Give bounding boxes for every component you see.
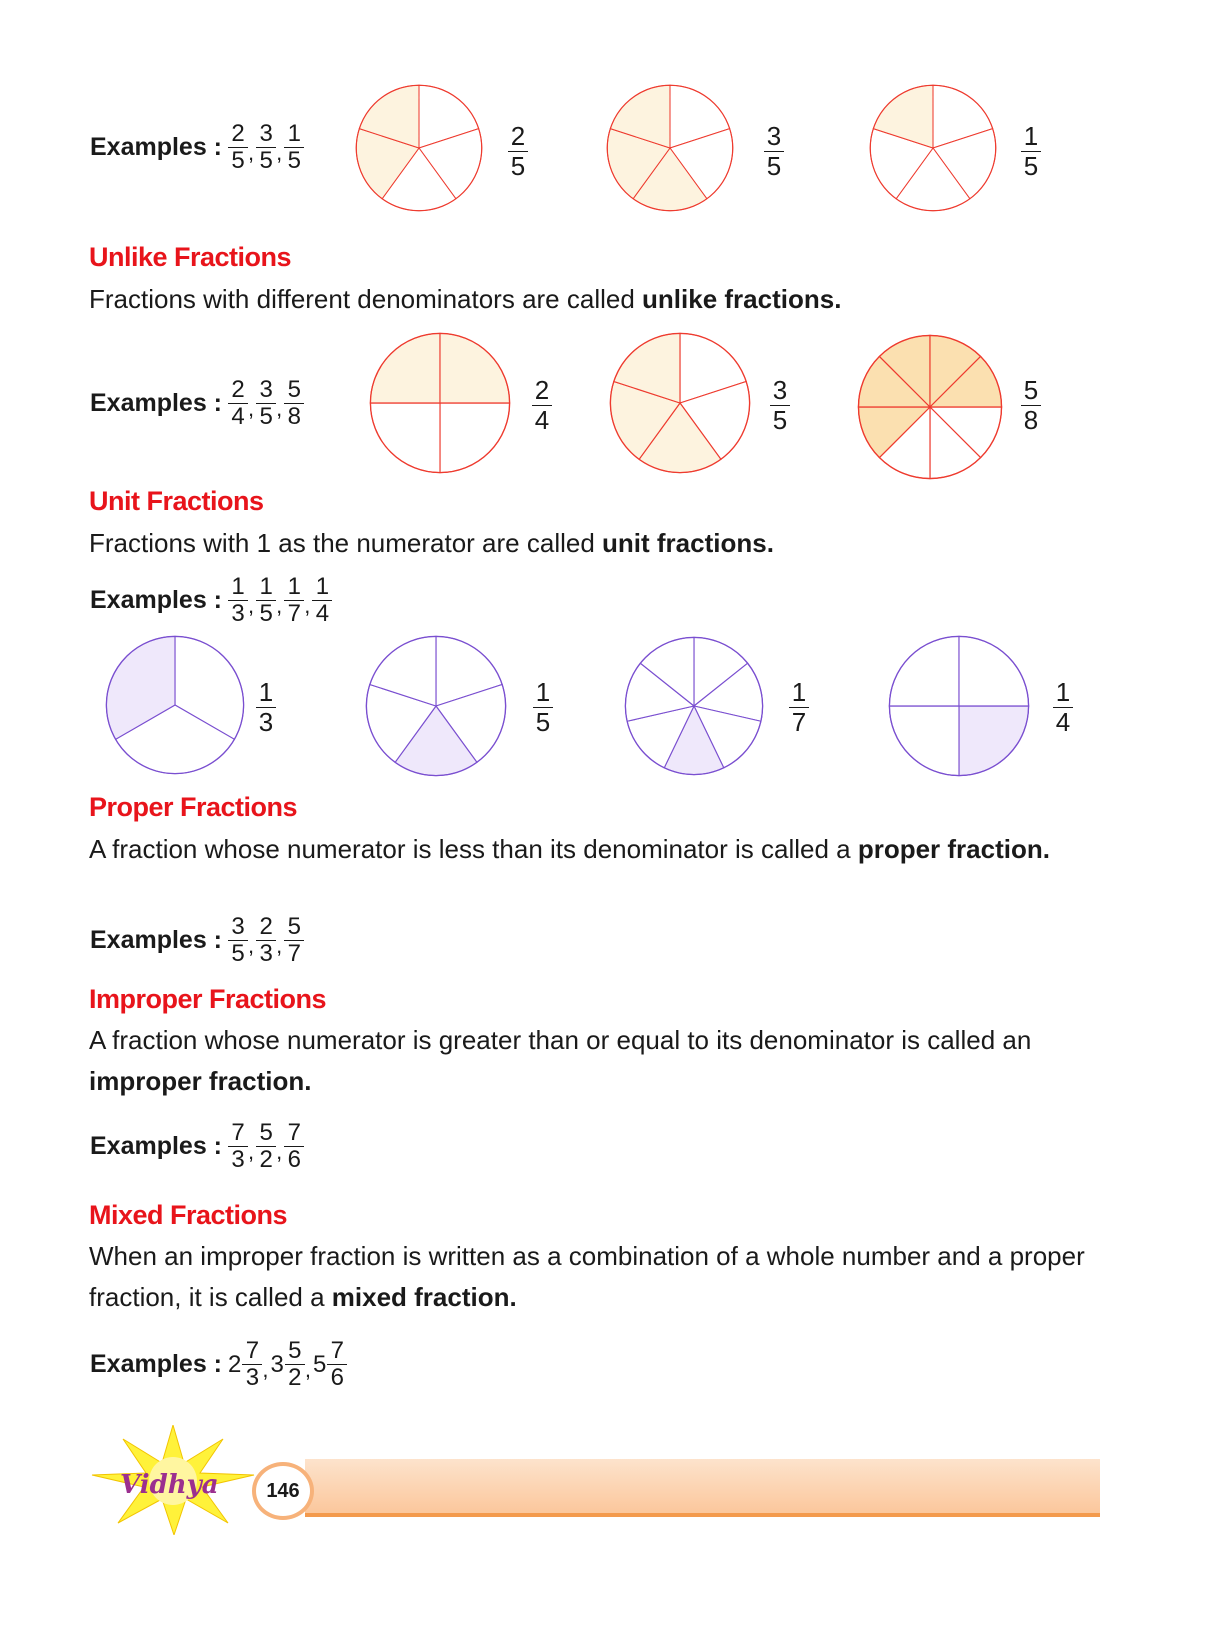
shaded-sector: [440, 333, 510, 403]
fraction-circle: [606, 84, 734, 212]
proper-text: A fraction whose numerator is less than its denominator is called a: [89, 834, 858, 864]
fraction: [327, 1338, 347, 1391]
unlike-term: unlike fractions.: [642, 284, 842, 314]
examples-label: Examples :: [90, 926, 223, 954]
denominator: 4: [1055, 707, 1071, 737]
fraction: [312, 574, 332, 627]
denominator: 3: [245, 1364, 260, 1391]
mixed-term: mixed fraction.: [331, 1282, 517, 1312]
examples-label: Examples :: [90, 133, 223, 161]
denominator: 5: [510, 151, 526, 181]
page-number: 146: [252, 1462, 314, 1520]
fraction: [228, 914, 248, 967]
proper-examples: [90, 914, 304, 967]
sector: [959, 636, 1029, 706]
numerator: 3: [772, 375, 788, 405]
numerator: 1: [231, 573, 245, 600]
denominator: 8: [1023, 405, 1039, 435]
circle-fraction-label: [770, 376, 790, 435]
denominator: 4: [315, 600, 330, 627]
circle-fraction-label: [508, 122, 528, 181]
comma: ,: [276, 592, 283, 618]
denominator: 7: [287, 940, 301, 967]
numerator: 2: [510, 121, 526, 151]
numerator: 2: [259, 913, 273, 940]
proper-term: proper fraction.: [857, 834, 1050, 864]
denominator: 6: [330, 1364, 345, 1391]
denominator: 5: [259, 403, 273, 430]
comma: ,: [276, 395, 283, 421]
numerator: 7: [330, 1337, 345, 1364]
improper-text: A fraction whose numerator is greater than or equal to its denominator is called an: [89, 1025, 1032, 1055]
examples-label: Examples :: [90, 389, 223, 417]
fraction-circle: [869, 84, 997, 212]
comma: ,: [248, 592, 255, 618]
numerator: 7: [245, 1337, 260, 1364]
numerator: 1: [259, 573, 273, 600]
unit-definition: [89, 523, 1089, 564]
mixed-text: When an improper fraction is written as a combination of a whole number and a proper fraction, it is called a: [89, 1241, 1085, 1312]
circle-fraction-label: [1053, 678, 1073, 737]
fraction-list: [228, 914, 304, 967]
denominator: 3: [258, 707, 274, 737]
comma: ,: [262, 1356, 269, 1382]
brand-logo: Vidhya: [120, 1470, 219, 1500]
numerator: 1: [535, 677, 551, 707]
fraction-list: [228, 1338, 347, 1391]
numerator: 5: [287, 913, 301, 940]
improper-term: improper fraction.: [89, 1066, 312, 1096]
numerator: 3: [259, 376, 273, 403]
denominator: 4: [231, 403, 245, 430]
fraction: [256, 1120, 276, 1173]
fraction: [256, 121, 276, 174]
examples-label: Examples :: [90, 586, 223, 614]
numerator: 1: [315, 573, 330, 600]
unit-heading: Unit Fractions: [89, 486, 264, 516]
denominator: 3: [259, 940, 273, 967]
numerator: 7: [231, 1119, 245, 1146]
unit-examples: [90, 574, 332, 627]
circle-fraction-label: [764, 122, 784, 181]
like-examples: [90, 121, 304, 174]
whole-number: 3: [270, 1350, 284, 1378]
numerator: 5: [1023, 375, 1039, 405]
fraction-list: [228, 121, 304, 174]
numerator: 2: [231, 376, 245, 403]
fraction-circle: [888, 635, 1030, 777]
sector: [889, 706, 959, 776]
comma: ,: [276, 932, 283, 958]
mixed-definition: [89, 1236, 1089, 1318]
fraction: [284, 914, 304, 967]
denominator: 2: [259, 1146, 273, 1173]
fraction: [256, 377, 276, 430]
numerator: 2: [534, 375, 550, 405]
fraction-circle: [365, 635, 507, 777]
fraction: [228, 121, 248, 174]
denominator: 5: [259, 600, 273, 627]
comma: ,: [276, 139, 283, 165]
denominator: 5: [259, 147, 273, 174]
mixed-examples: [90, 1338, 347, 1391]
fraction-circle: [369, 332, 511, 474]
unlike-definition: [89, 279, 1089, 320]
numerator: 3: [231, 913, 245, 940]
unit-text: Fractions with 1 as the numerator are called: [89, 528, 603, 558]
numerator: 1: [287, 120, 301, 147]
denominator: 2: [288, 1364, 302, 1391]
fraction-list: [228, 1120, 304, 1173]
numerator: 7: [287, 1119, 301, 1146]
circle-fraction-label: [256, 678, 276, 737]
numerator: 1: [791, 677, 807, 707]
whole-number: 5: [312, 1350, 327, 1378]
mixed-heading: Mixed Fractions: [89, 1200, 288, 1230]
fraction-circle: [105, 635, 245, 775]
denominator: 5: [1023, 151, 1039, 181]
comma: ,: [248, 139, 255, 165]
fraction-circle: [624, 636, 764, 776]
denominator: 7: [791, 707, 807, 737]
fraction: [284, 121, 304, 174]
numerator: 2: [231, 120, 245, 147]
numerator: 3: [259, 120, 273, 147]
unlike-examples: [90, 377, 304, 430]
numerator: 5: [287, 376, 301, 403]
examples-label: Examples :: [90, 1350, 223, 1378]
sector: [889, 636, 959, 706]
comma: ,: [276, 1138, 283, 1164]
fraction: [228, 377, 248, 430]
fraction: [256, 914, 276, 967]
comma: ,: [248, 932, 255, 958]
shaded-sector: [370, 333, 440, 403]
improper-definition: [89, 1020, 1089, 1102]
numerator: 1: [258, 677, 274, 707]
denominator: 5: [231, 147, 245, 174]
denominator: 5: [772, 405, 788, 435]
numerator: 1: [1055, 677, 1071, 707]
numerator: 5: [259, 1119, 273, 1146]
denominator: 5: [535, 707, 551, 737]
circle-fraction-label: [1021, 376, 1041, 435]
numerator: 3: [766, 121, 782, 151]
fraction: [284, 574, 304, 627]
numerator: 1: [1023, 121, 1039, 151]
proper-heading: Proper Fractions: [89, 792, 298, 822]
whole-number: 2: [228, 1350, 242, 1378]
fraction-list: [228, 377, 304, 430]
fraction-list: [228, 574, 332, 627]
denominator: 4: [534, 405, 550, 435]
shaded-sector: [959, 706, 1029, 776]
fraction: [228, 1120, 248, 1173]
fraction: [285, 1338, 305, 1391]
sector: [440, 403, 510, 473]
numerator: 5: [288, 1337, 302, 1364]
denominator: 8: [287, 403, 301, 430]
unlike-text: Fractions with different denominators are called: [89, 284, 643, 314]
fraction: [242, 1338, 262, 1391]
proper-definition: [89, 829, 1089, 870]
improper-examples: [90, 1120, 304, 1173]
circle-fraction-label: [533, 678, 553, 737]
denominator: 5: [231, 940, 245, 967]
denominator: 7: [287, 600, 301, 627]
fraction: [228, 574, 248, 627]
examples-label: Examples :: [90, 1132, 223, 1160]
fraction-circle: [609, 332, 751, 474]
fraction-circle: [857, 334, 1003, 480]
denominator: 5: [766, 151, 782, 181]
unit-term: unit fractions.: [602, 528, 774, 558]
fraction: [284, 1120, 304, 1173]
denominator: 3: [231, 600, 245, 627]
comma: ,: [304, 1356, 311, 1382]
circle-fraction-label: [789, 678, 809, 737]
comma: ,: [248, 1138, 255, 1164]
denominator: 3: [231, 1146, 245, 1173]
numerator: 1: [287, 573, 301, 600]
denominator: 5: [287, 147, 301, 174]
circle-fraction-label: [532, 376, 552, 435]
fraction: [284, 377, 304, 430]
comma: ,: [304, 592, 311, 618]
fraction: [256, 574, 276, 627]
unlike-heading: Unlike Fractions: [89, 242, 292, 272]
circle-fraction-label: [1021, 122, 1041, 181]
footer-band: [305, 1459, 1100, 1517]
fraction-circle: [355, 84, 483, 212]
sector: [370, 403, 440, 473]
improper-heading: Improper Fractions: [89, 984, 327, 1014]
denominator: 6: [287, 1146, 301, 1173]
comma: ,: [248, 395, 255, 421]
